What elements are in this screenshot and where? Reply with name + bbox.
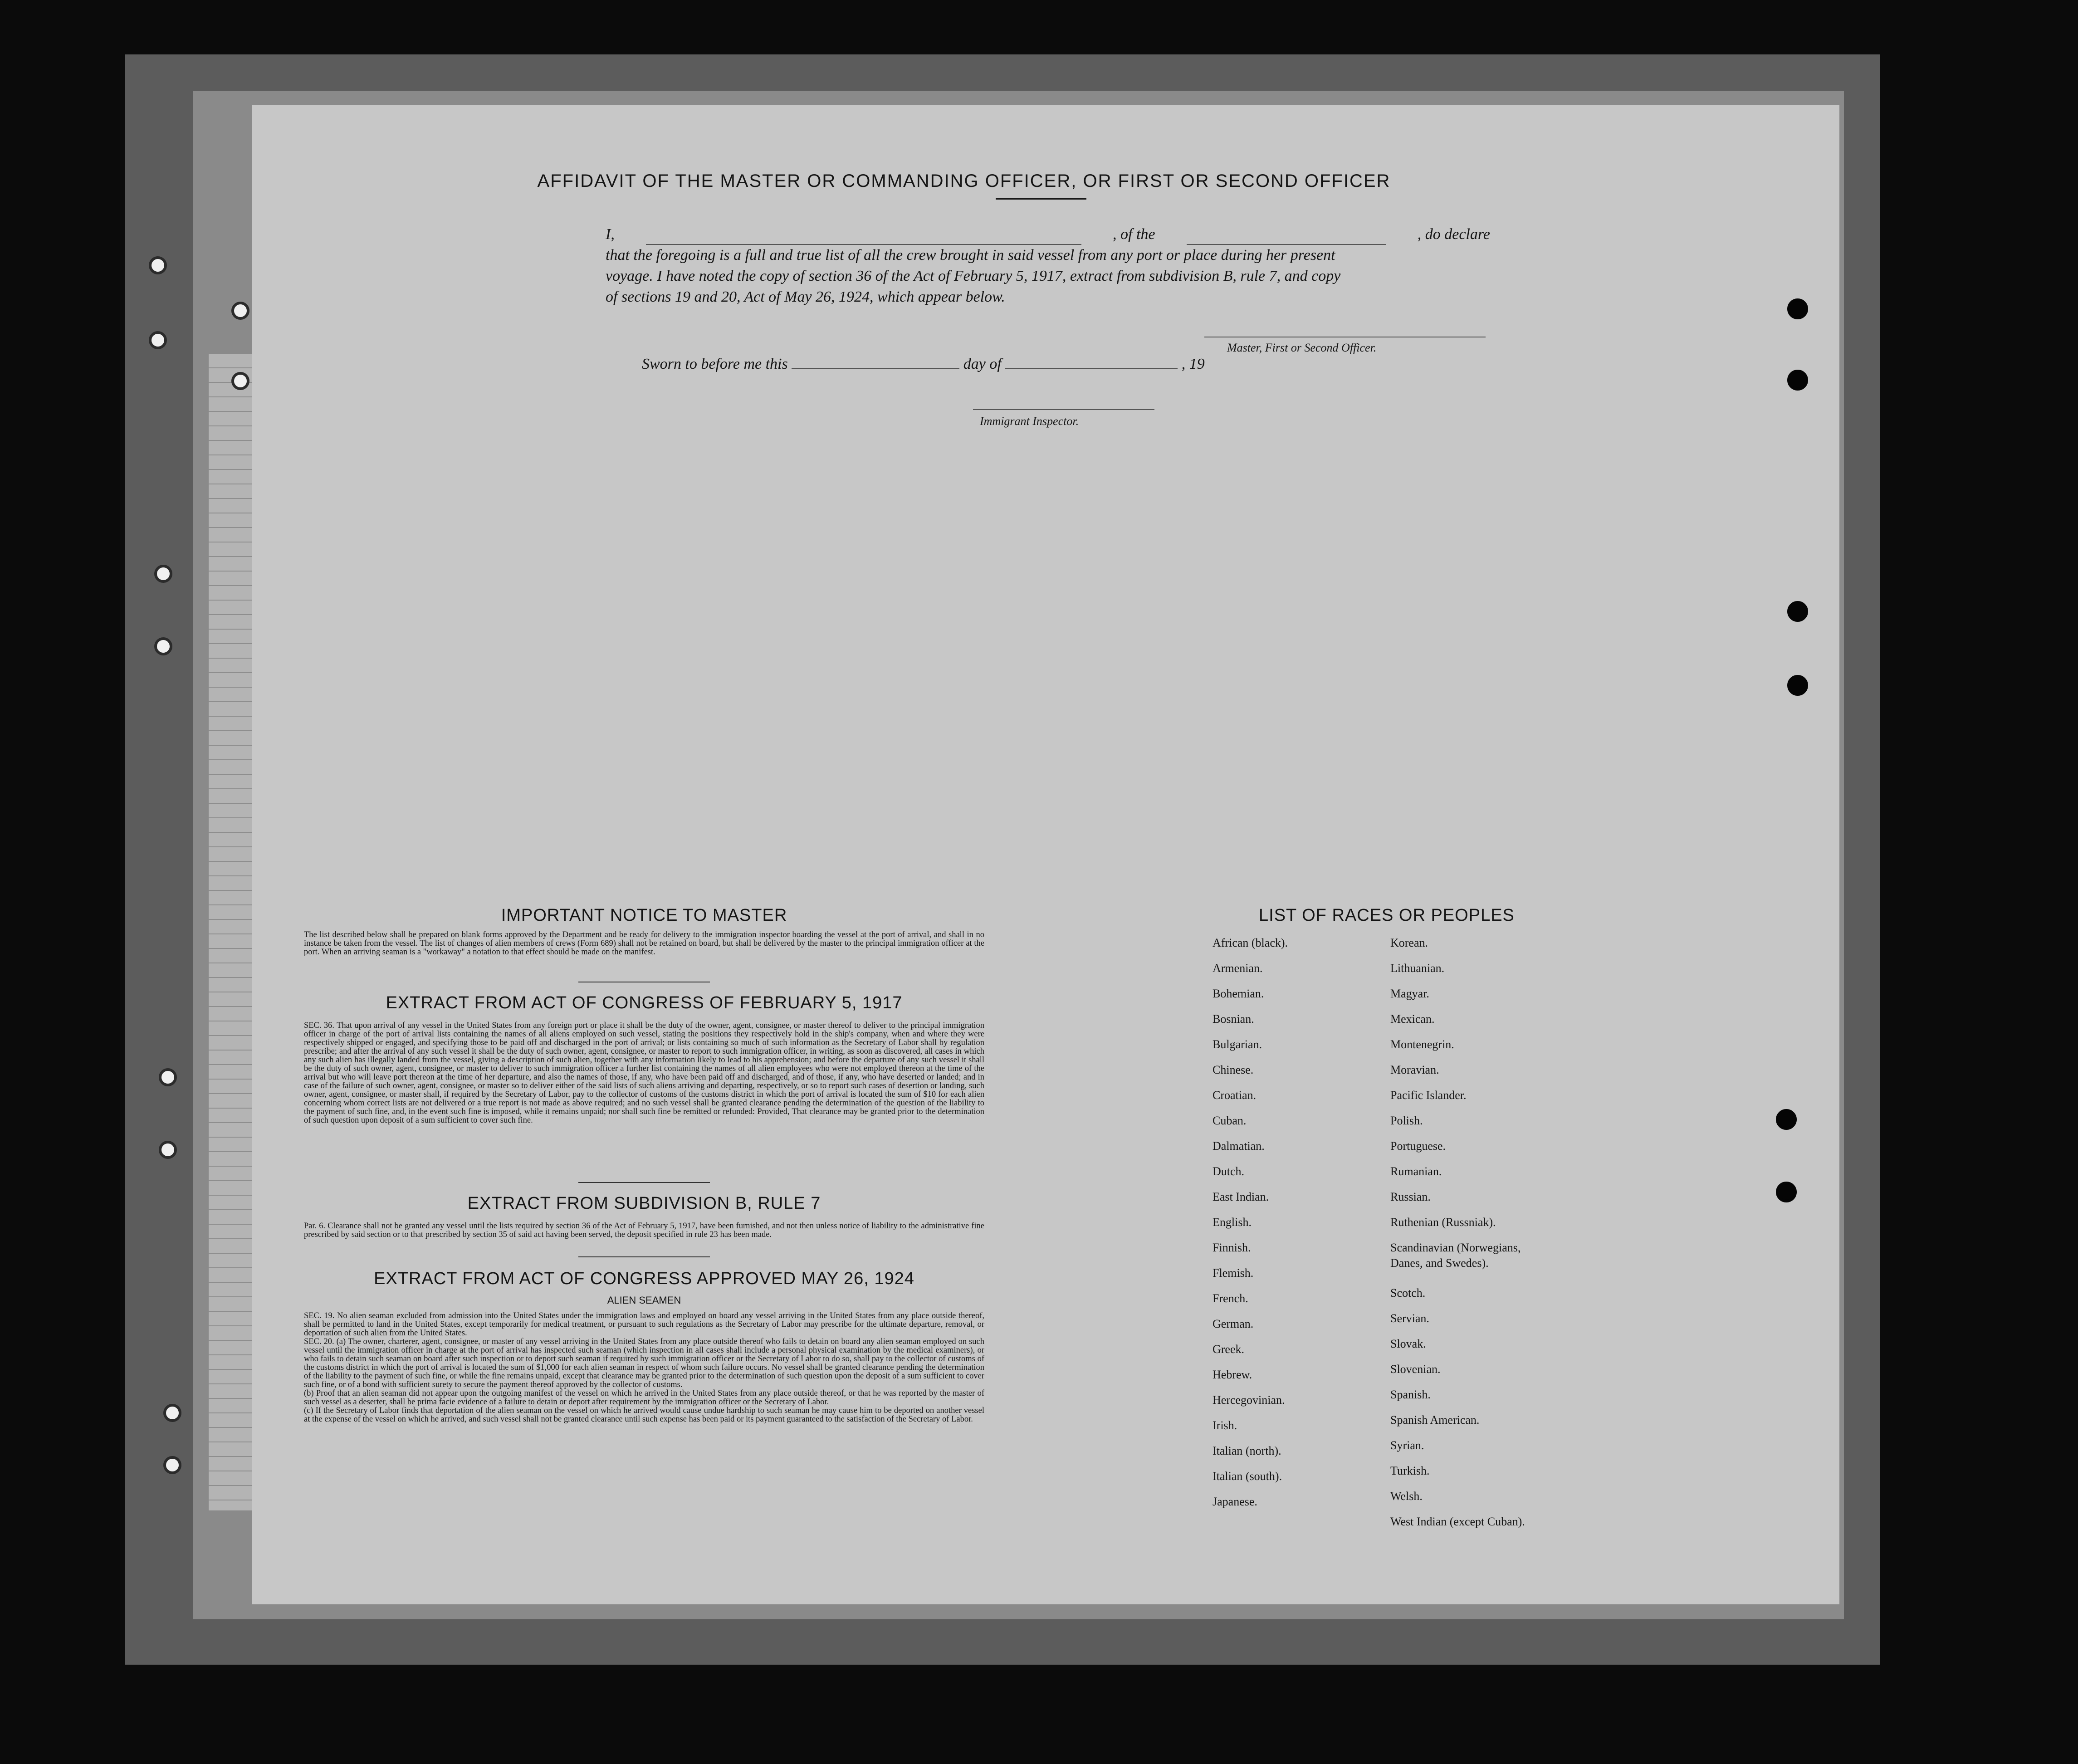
- race-item: Greek.: [1213, 1343, 1245, 1356]
- race-item: Welsh.: [1390, 1490, 1423, 1503]
- race-item: West Indian (except Cuban).: [1390, 1515, 1525, 1528]
- race-item: Scandinavian (Norwegians, Danes, and Swedes).: [1390, 1241, 1521, 1270]
- affidavit-line-3: voyage. I have noted the copy of section 36 of the Act of February 5, 1917, extract from subdivision B, rule 7, and copy: [606, 268, 1341, 284]
- declarant-label: I,: [606, 226, 615, 243]
- sworn-month-field[interactable]: [1005, 368, 1178, 369]
- binder-hole: [231, 372, 249, 390]
- race-item: Finnish.: [1213, 1241, 1251, 1254]
- punch-hole: [1787, 370, 1808, 391]
- race-item: Italian (north).: [1213, 1444, 1281, 1457]
- race-item: Spanish American.: [1390, 1413, 1480, 1427]
- section-36-label: SEC. 36.: [304, 1021, 335, 1030]
- punch-hole: [1776, 1109, 1797, 1130]
- race-item: Bulgarian.: [1213, 1038, 1262, 1051]
- races-column-1: [1213, 935, 1385, 1520]
- section-divider: [578, 1256, 710, 1257]
- punch-hole: [1787, 601, 1808, 622]
- declarant-name-field[interactable]: [646, 224, 1081, 245]
- extract-1917-title: EXTRACT FROM ACT OF CONGRESS OF FEBRUARY 5, 1917: [386, 993, 903, 1012]
- form-page: [252, 105, 1839, 1604]
- race-item: French.: [1213, 1292, 1248, 1305]
- rule-7-text: Par. 6. Clearance shall not be granted any vessel until the lists required by section 36 of the Act of February 5, 1917, have been furnished, and not then unless notice of liability to the administrative fine prescribed by said section or to that prescribed by section 35 of said act having been served, the deposit specified in rule 23 has been made.: [304, 1222, 984, 1239]
- race-item: Flemish.: [1213, 1266, 1254, 1280]
- master-caption: Master, First or Second Officer.: [1227, 341, 1377, 354]
- notice-text: The list described below shall be prepared on blank forms approved by the Department and be ready for delivery to the immigration inspector boarding the vessel at the port of arrival, and shall in no instance be taken from the vessel. The list of changes of alien members of crews (Form 689) shall not be retained on board, but shall be delivered by the master to the principal immigration officer at the port. When an arriving seaman is a "workaway" a notation to that effect should be made on the manifest.: [304, 930, 984, 957]
- race-item: Montenegrin.: [1390, 1038, 1454, 1051]
- race-item: Syrian.: [1390, 1439, 1424, 1452]
- extract-1917-text: [304, 1021, 984, 1125]
- race-item: Pacific Islander.: [1390, 1089, 1467, 1102]
- race-item: Russian.: [1390, 1190, 1431, 1203]
- race-item: Irish.: [1213, 1419, 1237, 1432]
- alien-seamen-subtitle: ALIEN SEAMEN: [607, 1295, 681, 1306]
- race-item: Slovak.: [1390, 1337, 1426, 1350]
- day-of-label: day of: [963, 356, 1002, 372]
- race-item: Cuban.: [1213, 1114, 1247, 1127]
- section-19-text: SEC. 19. No alien seaman excluded from admission into the United States under the immigration laws and employed on board any vessel arriving in the United States from any place outside thereof, shall be permitted to land in the United States, except temporarily for medical treatment, or pursuant to such regulations as the Secretary of Labor may prescribe for the ultimate departure, removal, or deportation of such alien from the United States.: [304, 1311, 984, 1338]
- race-item: Turkish.: [1390, 1464, 1430, 1477]
- race-item: Spanish.: [1390, 1388, 1431, 1401]
- punch-hole: [1787, 675, 1808, 696]
- race-item: Ruthenian (Russniak).: [1390, 1216, 1496, 1229]
- binder-hole: [231, 302, 249, 320]
- sworn-day-field[interactable]: [792, 368, 959, 369]
- affidavit-text: [606, 224, 1490, 308]
- sworn-line: [642, 354, 1277, 375]
- section-divider: [578, 1182, 710, 1183]
- race-item: Slovenian.: [1390, 1363, 1441, 1376]
- race-item: Japanese.: [1213, 1495, 1257, 1508]
- race-item: Moravian.: [1390, 1063, 1439, 1076]
- section-36-text: That upon arrival of any vessel in the United States from any foreign port or place it shall be the duty of the owner, agent, consignee, or master thereof to deliver to the principal immigration officer in charge of the port of arrival lists containing the names of all aliens employed on such vessel, stating the positions they respectively hold in the ship's company, when and where they were respectively shipped or engaged, and specifying those to be paid off and discharged in the port of arrival; or lists containing so much of such information as the Secretary of Labor shall by regulation prescribe; and after the arrival of any such vessel it shall be the duty of such owner, agent, consignee, or master to report to such immigration officer, in writing, as soon as discovered, all cases in which any such alien has illegally landed from the vessel, giving a description of such alien, together with any information likely to lead to his apprehension; and before the departure of any such vessel it shall be the duty of such owner, agent, consignee, or master to deliver to such immigration officer a further list containing the names of all alien employees who were not employed thereon at the time of the arrival but who will leave port thereon at the time of her departure, and also the names of those, if any, who have been paid off and discharged, and of those, if any, who have deserted or landed; and in case of the failure of such owner, agent, consignee, or master so to deliver either of the said lists of such aliens arriving and departing, respectively, or so to report such cases of desertion or landing, such owner, agent, consignee, or master shall, if required by the Secretary of Labor, pay to the collector of customs of the customs district in which the port of arrival is located the sum of $10 for each alien concerning whom correct lists are not delivered or a true report is not made as above required; and no such vessel shall be granted clearance pending the determination of the question of the liability to the payment of such fine, and, in the event such fine is imposed, while it remains unpaid; nor shall such fine be remitted or refunded: Provided, That clearance may be granted prior to the determination of such question upon deposit of a sum sufficient to cover such fine.: [304, 1021, 984, 1125]
- race-item: East Indian.: [1213, 1190, 1269, 1203]
- punch-hole: [1787, 298, 1808, 319]
- race-item: Italian (south).: [1213, 1470, 1282, 1483]
- binder-hole: [163, 1404, 181, 1422]
- race-item: Magyar.: [1390, 987, 1429, 1000]
- race-item: Rumanian.: [1390, 1165, 1442, 1178]
- year-label: , 19: [1181, 356, 1205, 372]
- ruled-page-edge: [209, 354, 252, 1510]
- race-item: Bosnian.: [1213, 1012, 1254, 1026]
- race-item: Hercegovinian.: [1213, 1393, 1285, 1407]
- vessel-name-field[interactable]: [1187, 224, 1386, 245]
- race-item: Bohemian.: [1213, 987, 1264, 1000]
- race-item: Dalmatian.: [1213, 1139, 1265, 1153]
- binder-hole: [154, 637, 172, 655]
- inspector-caption: Immigrant Inspector.: [980, 415, 1079, 428]
- affidavit-line-2: that the foregoing is a full and true list of all the crew brought in said vessel from any port or place during her present: [606, 247, 1335, 264]
- race-item: Scotch.: [1390, 1286, 1426, 1300]
- declare-label: , do declare: [1417, 226, 1490, 243]
- binder-hole: [163, 1456, 181, 1474]
- race-item: Hebrew.: [1213, 1368, 1252, 1381]
- race-item: German.: [1213, 1317, 1254, 1330]
- affidavit-line-4: of sections 19 and 20, Act of May 26, 1924, which appear below.: [606, 288, 1005, 305]
- race-item: Korean.: [1390, 936, 1428, 949]
- races-column-2: [1390, 935, 1644, 1539]
- title-rule: [996, 198, 1086, 200]
- race-item: African (black).: [1213, 936, 1288, 949]
- races-title: LIST OF RACES OR PEOPLES: [1259, 906, 1515, 925]
- section-20a-text: SEC. 20. (a) The owner, charterer, agent, consignee, or master of any vessel arriving in the United States from any place outside thereof who fails to detain on board any alien seaman employed on such vessel until the immigration officer in charge at the port of arrival has inspected such seaman (which inspection in all cases shall include a personal physical examination by the medical examiners), or who fails to detain such seaman on board after such inspection or to deport such seaman if required by such immigration officer or the Secretary of Labor to do so, shall pay to the collector of customs of the customs district in which the port of arrival is located the sum of $1,000 for each alien seaman in respect of whom such failure occurs. No vessel shall be granted clearance pending the determination of the liability to the payment of such fine, or while the fine remains unpaid, except that clearance may be granted prior to the determination of such question upon the deposit of a sum sufficient to cover such fine, or of a bond with sufficient surety to secure the payment thereof approved by the collector of customs.: [304, 1337, 984, 1389]
- race-item: Polish.: [1390, 1114, 1423, 1127]
- race-item: Mexican.: [1390, 1012, 1435, 1026]
- binder-hole: [159, 1068, 177, 1086]
- race-item: Croatian.: [1213, 1089, 1257, 1102]
- race-item: Chinese.: [1213, 1063, 1254, 1076]
- affidavit-title: AFFIDAVIT OF THE MASTER OR COMMANDING OFFICER, OR FIRST OR SECOND OFFICER: [537, 171, 1391, 191]
- punch-hole: [1776, 1182, 1797, 1202]
- sworn-label: Sworn to before me this: [642, 356, 788, 372]
- binder-hole: [159, 1141, 177, 1159]
- notice-title: IMPORTANT NOTICE TO MASTER: [501, 906, 787, 925]
- binder-hole: [149, 331, 167, 349]
- section-20b-text: (b) Proof that an alien seaman did not appear upon the outgoing manifest of the vessel on which he arrived in the United States from any place outside thereof, or that he was reported by the master of such vessel as a deserter, shall be prima facie evidence of a failure to detain or deport after requirement by the immigration officer or the Secretary of Labor.: [304, 1389, 984, 1407]
- inspector-signature-field[interactable]: [973, 409, 1154, 410]
- extract-1924-title: EXTRACT FROM ACT OF CONGRESS APPROVED MAY 26, 1924: [374, 1269, 914, 1288]
- race-item: English.: [1213, 1216, 1252, 1229]
- race-item: Servian.: [1390, 1312, 1429, 1325]
- section-20c-text: (c) If the Secretary of Labor finds that deportation of the alien seaman on the vessel on which he arrived would cause undue hardship to such seaman he may cause him to be deported on another vessel at the expense of the vessel on which he arrived, and such vessel shall not be granted clearance until such expense has been paid or its payment guaranteed to the satisfaction of the Secretary of Labor.: [304, 1406, 984, 1424]
- vessel-label: , of the: [1113, 226, 1155, 243]
- binder-hole: [154, 565, 172, 583]
- binder-hole: [149, 256, 167, 274]
- rule-7-title: EXTRACT FROM SUBDIVISION B, RULE 7: [467, 1194, 821, 1213]
- extract-1924-text: [304, 1312, 984, 1424]
- race-item: Armenian.: [1213, 962, 1263, 975]
- race-item: Portuguese.: [1390, 1139, 1446, 1153]
- race-item: Dutch.: [1213, 1165, 1245, 1178]
- race-item: Lithuanian.: [1390, 962, 1445, 975]
